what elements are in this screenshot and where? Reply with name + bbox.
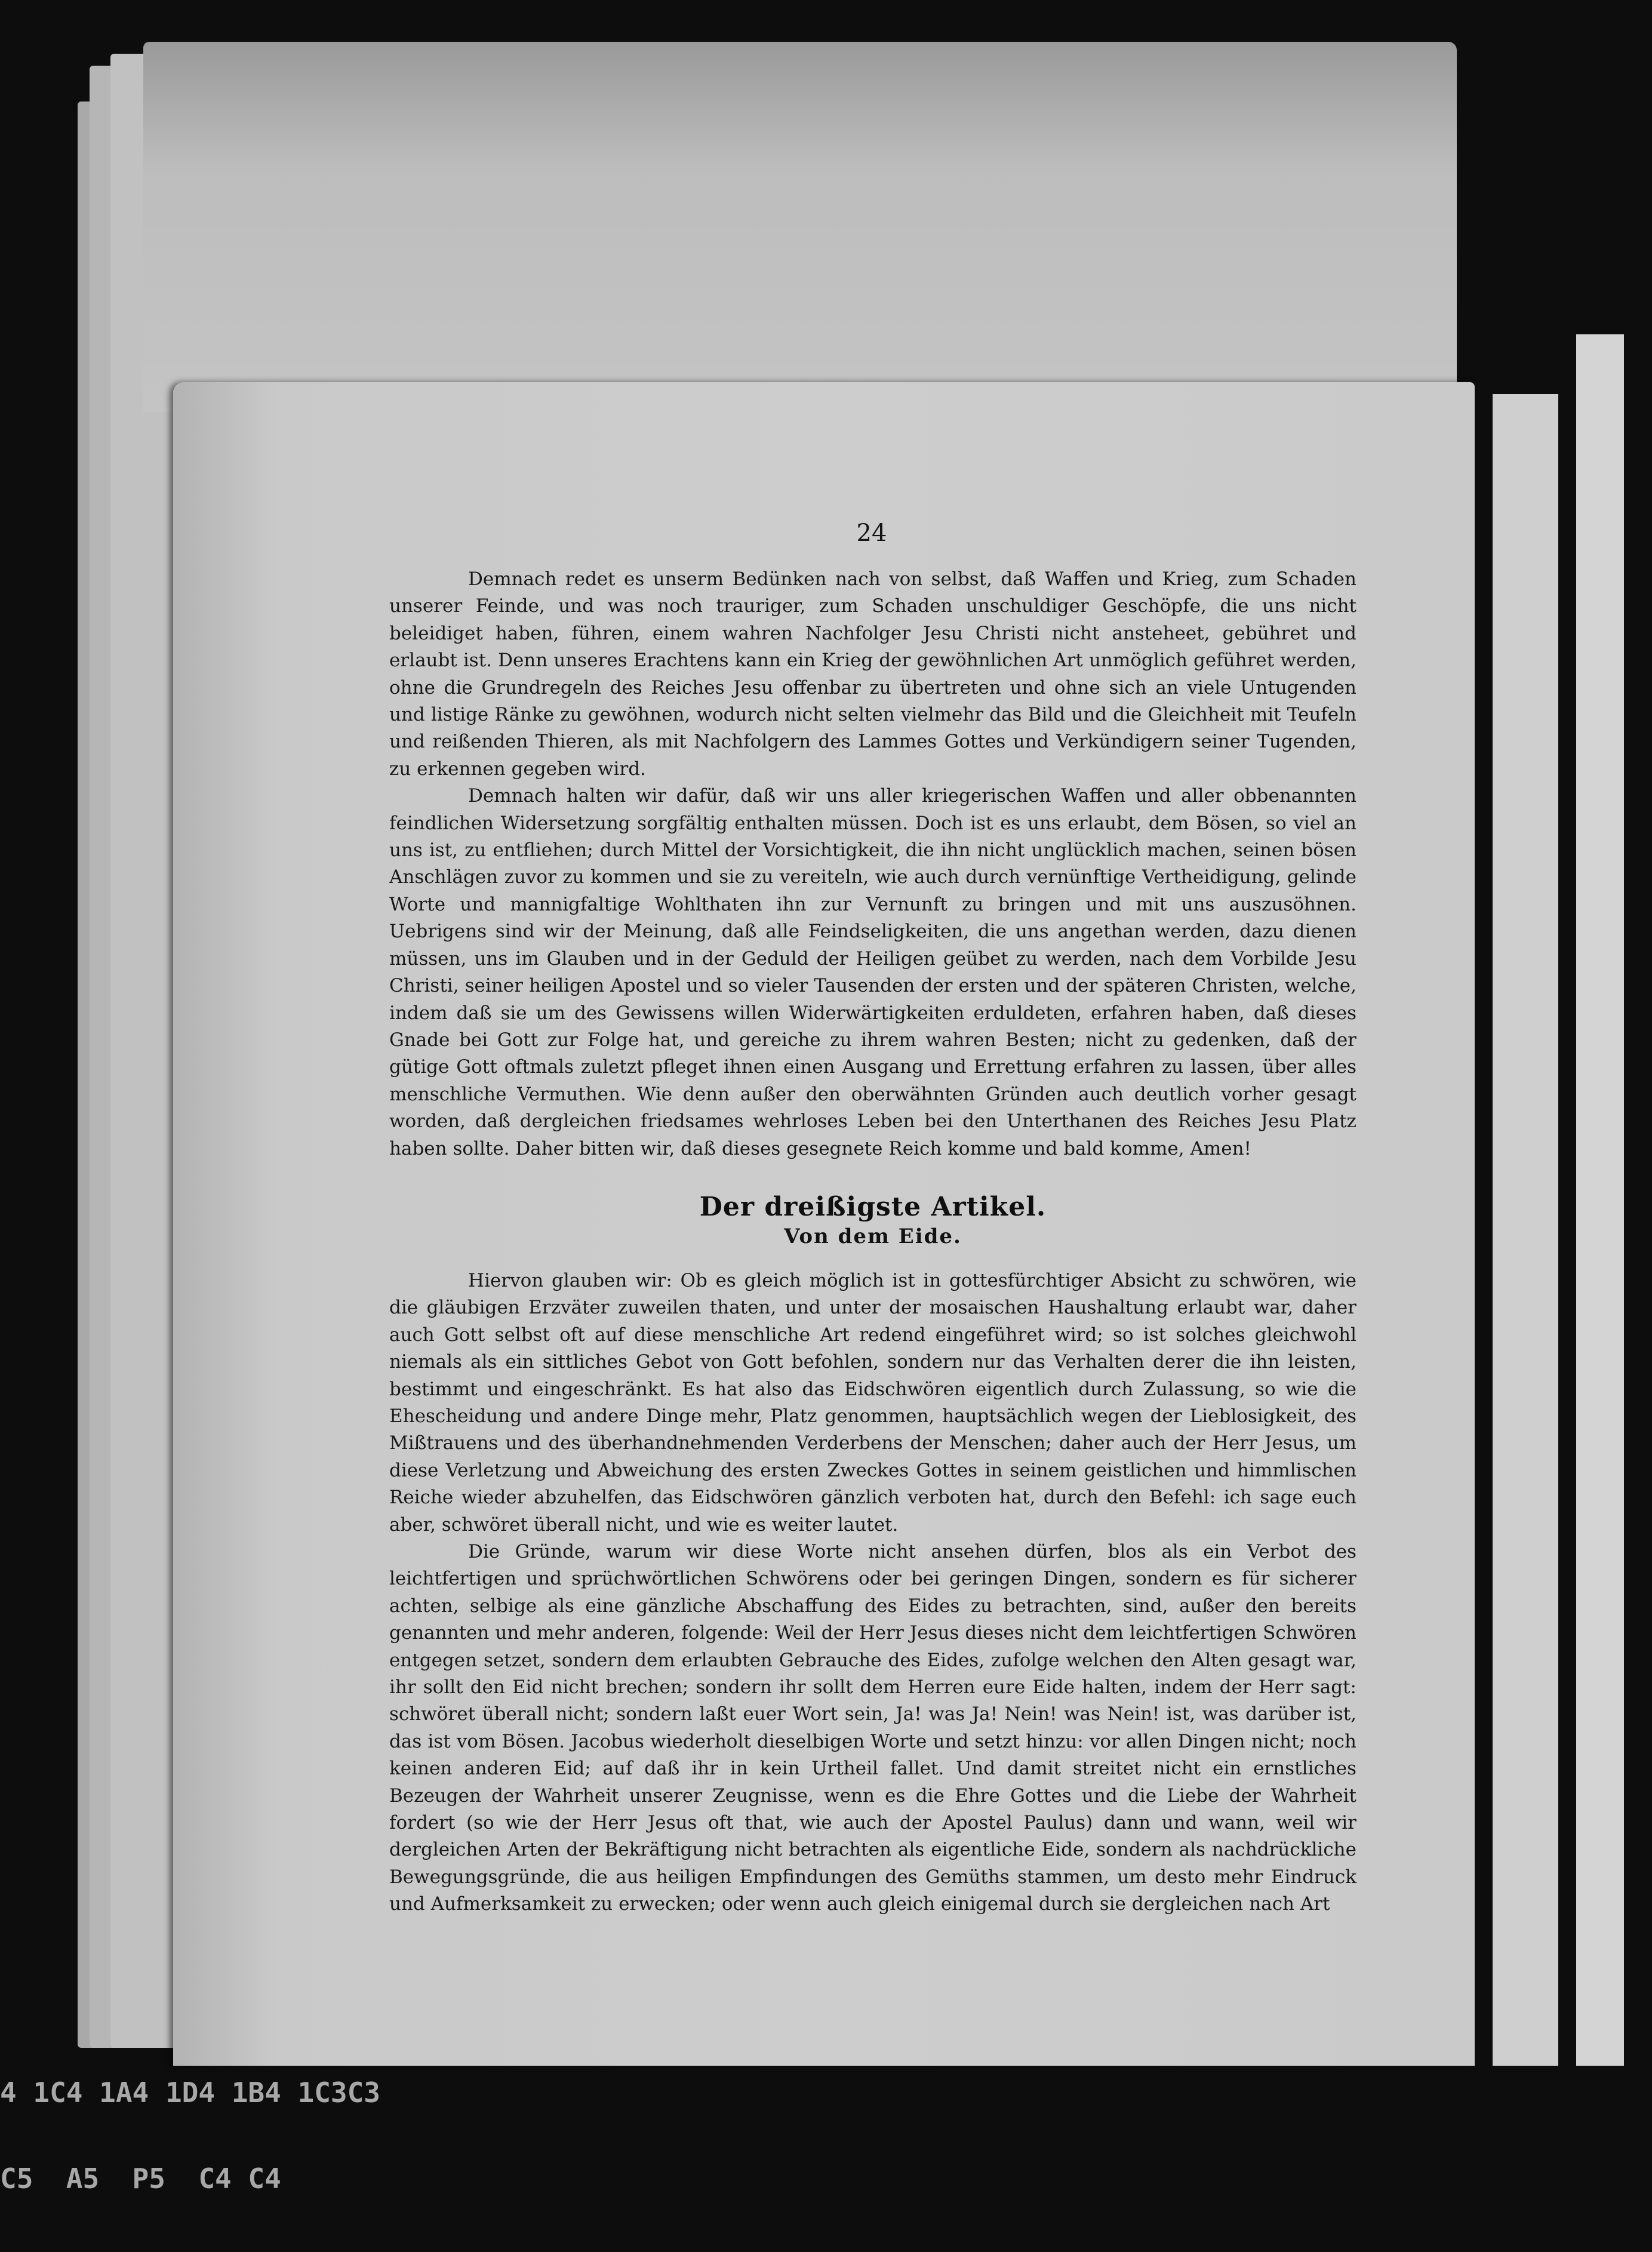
film-frame-code [0,2021,418,2250]
paragraph: Hiervon glauben wir: Ob es gleich möglich ist in gottesfürchtiger Absicht zu schwören, wie die gläubigen Erzväter zuweilen thaten, und unter der mosaischen Haushaltung erlaubt war, daher auch Gott selbst oft auf diese menschliche Art redend eingeführet wird; so ist solches gleichwohl niemals als ein sittliches Gebot von Gott befohlen, sondern nur das Verhalten derer die ihn leisten, bestimmt und eingeschränkt. Es hat also das Eidschwören eigentlich durch Zulassung, so wie die Ehescheidung und andere Dinge mehr, Platz genommen, hauptsächlich wegen der Lieblosigkeit, des Mißtrauens und des überhandnehmenden Verderbens der Menschen; daher auch der Herr Jesus, um diese Verletzung und Abweichung des ersten Zweckes Gottes in seinem geistlichen und himmlischen Reiche wieder abzuhelfen, das Eidschwören gänzlich verboten hat, durch den Befehl: ich sage euch aber, schwöret überall nicht, und wie es weiter lautet. [389,1269,1356,1536]
film-code-line: 4 1C4 1A4 1D4 1B4 1C3C3 [0,2076,380,2109]
article-title: Der dreißigste Artikel. [699,1191,1047,1222]
back-page [143,42,1457,412]
article-subtitle: Von dem Eide. [784,1224,962,1248]
paragraph: Demnach redet es unserm Bedünken nach von selbst, daß Waffen und Krieg, zum Schaden unserer Feinde, und was noch trauriger, zum Schaden unschuldiger Geschöpfe, die uns nicht beleidiget haben, führen, einem wahren Nachfolger Jesu Christi nicht ansteheet, gebühret und erlaubt ist. Denn unseres Erachtens kann ein Krieg der gewöhnlichen Art unmöglich geführet werden, ohne die Grundregeln des Reiches Jesu offenbar zu übertreten und ohne sich an viele Untugenden und listige Ränke zu gewöhnen, wodurch nicht selten vielmehr das Bild und die Gleichheit mit Teufeln und reißenden Thieren, als mit Nachfolgern des Lammes Gottes und Verkündigern seiner Tugenden, zu erkennen gegeben wird. [389,568,1356,780]
right-page-edge [1493,394,1558,2066]
page-body-text [389,566,1356,1918]
article-heading [389,1191,1356,1250]
film-code-line: C5 A5 P5 C4 C4 [0,2162,281,2195]
paragraph: Demnach halten wir dafür, daß wir uns aller kriegerischen Waffen und aller obbenannten feindlichen Widersetzung sorgfältig enthalten müssen. Doch ist es uns erlaubt, dem Bösen, so viel an uns ist, zu entfliehen; durch Mittel der Vorsichtigkeit, die ihn nicht unglücklich machen, seinen bösen Anschlägen zuvor zu kommen und sie zu vereiteln, wie auch durch vernünftige Vertheidigung, gelinde Worte und mannigfaltige Wohlthaten ihn zur Vernunft zu bringen und mit uns auszusöhnen. Uebrigens sind wir der Meinung, daß alle Feindseligkeiten, die uns angethan werden, dazu dienen müssen, uns im Glauben und in der Geduld der Heiligen geübet zu werden, nach dem Vorbilde Jesu Christi, seiner heiligen Apostel und so vieler Tausenden der ersten und der späteren Christen, welche, indem daß sie um des Gewissens willen Widerwärtigkeiten erduldeten, erfahren haben, daß dieses Gnade bei Gott zur Folge hat, und gereiche zu ihrem wahren Besten; nicht zu gedenken, daß der gütige Gott oftmals zuletzt pfleget ihnen einen Ausgang und Errettung erfahren zu lassen, über alles menschliche Vermuthen. Wie denn außer den oberwähnten Gründen auch deutlich vorher gesagt worden, daß dergleichen friedsames wehrloses Leben bei den Unterthanen des Reiches Jesu Platz haben sollte. Daher bitten wir, daß dieses gesegnete Reich komme und bald komme, Amen! [389,785,1356,1159]
right-page-edge [1576,334,1624,2066]
page-number: 24 [856,519,887,547]
paragraph: Die Gründe, warum wir diese Worte nicht ansehen dürfen, blos als ein Verbot des leichtfertigen und sprüchwörtlichen Schwörens oder bei geringen Dingen, sondern es für sicherer achten, selbige als eine gänzliche Abschaffung des Eides zu betrachten, sind, außer den bereits genannten und mehr anderen, folgende: Weil der Herr Jesus dieses nicht dem leichtfertigen Schwören entgegen setzet, sondern dem erlaubten Gebrauche des Eides, zufolge welchen den Alten gesagt war, ihr sollt den Eid nicht brechen; sondern ihr sollt dem Herren eure Eide halten, indem der Herr sagt: schwöret überall nicht; sondern laßt euer Wort sein, Ja! was Ja! Nein! was Nein! ist, was darüber ist, das ist vom Bösen. Jacobus wiederholt dieselbigen Worte und setzt hinzu: vor allen Dingen nicht; noch keinen anderen Eid; auf daß ihr in kein Urtheil fallet. Und damit streitet nicht ein ernstliches Bezeugen der Wahrheit unserer Zeugnisse, wenn es die Ehre Gottes und die Liebe der Wahrheit fordert (so wie der Herr Jesus oft that, wie auch der Apostel Paulus) dann und wann, weil wir dergleichen Arten der Bekräftigung nicht betrachten als eigentliche Eide, sondern als nachdrückliche Bewegungsgründe, die aus heiligen Empfindungen des Gemüths stammen, um desto mehr Eindruck und Aufmerksamkeit zu erwecken; oder wenn auch gleich einigemal durch sie dergleichen nach Art [389,1541,1356,1915]
